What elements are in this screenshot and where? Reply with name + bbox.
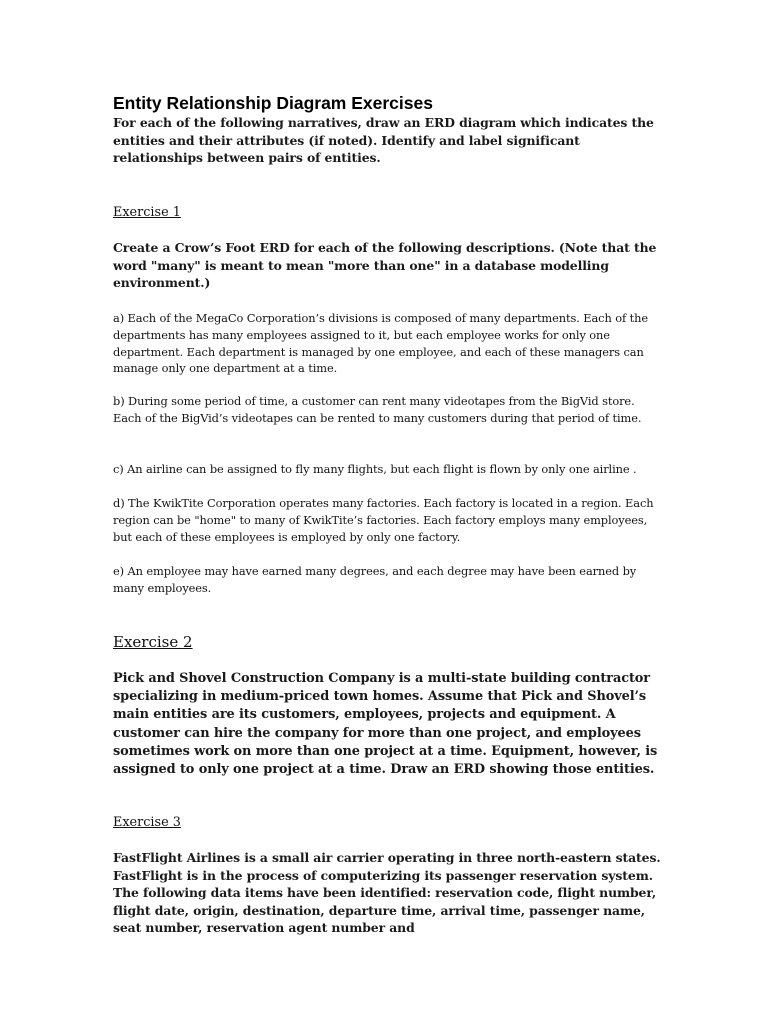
exercise-1-instructions: Create a Crow’s Foot ERD for each of the following descriptions. (Note that the word "many" is meant to mean "more than one" in a database modelling environment.)	[113, 240, 657, 291]
exercise-3-heading: Exercise 3	[113, 815, 181, 830]
intro-paragraph: For each of the following narratives, draw an ERD diagram which indicates the entities and their attributes (if noted). Identify and label significant relationships between pairs of entities.	[113, 115, 654, 165]
document-title: Entity Relationship Diagram Exercises	[113, 93, 433, 113]
exercise-1-item-d: d) The KwikTite Corporation operates many factories. Each factory is located in a region. Each region can be "home" to many of KwikTite’s factories. Each factory employs many employees, but each of these employees is employed by only one factory.	[113, 496, 654, 544]
exercise-3-text: FastFlight Airlines is a small air carrier operating in three north-eastern states. FastFlight is in the process of computerizing its passenger reservation system. The following data items have been identified: reservation code, flight number, flight date, origin, destination, departure time, arrival time, passenger name, seat number, reservation agent number and	[113, 850, 661, 936]
exercise-1-item-a: a) Each of the MegaCo Corporation’s divisions is composed of many departments. Each of the departments has many employees assigned to it, but each employee works for only one department. Each department is managed by one employee, and each of these managers can manage only one department at a time.	[113, 311, 648, 376]
exercise-1-item-e: e) An employee may have earned many degrees, and each degree may have been earned by many employees.	[113, 564, 637, 595]
exercise-2-text: Pick and Shovel Construction Company is a multi-state building contractor specializing in medium-priced town homes. Assume that Pick and Shovel’s main entities are its customers, employees, projects and equipment. A customer can hire the company for more than one project, and employees sometimes work on more than one project at a time. Equipment, however, is assigned to only one project at a time. Draw an ERD showing those entities.	[113, 671, 658, 778]
exercise-1-item-b: b) During some period of time, a customer can rent many videotapes from the BigVid store. Each of the BigVid’s videotapes can be rented to many customers during that period of time.	[113, 394, 642, 425]
exercise-1-heading: Exercise 1	[113, 205, 181, 220]
exercise-2-heading: Exercise 2	[113, 633, 193, 651]
exercise-1-item-c: c) An airline can be assigned to fly many flights, but each flight is flown by only one airline .	[113, 462, 637, 476]
